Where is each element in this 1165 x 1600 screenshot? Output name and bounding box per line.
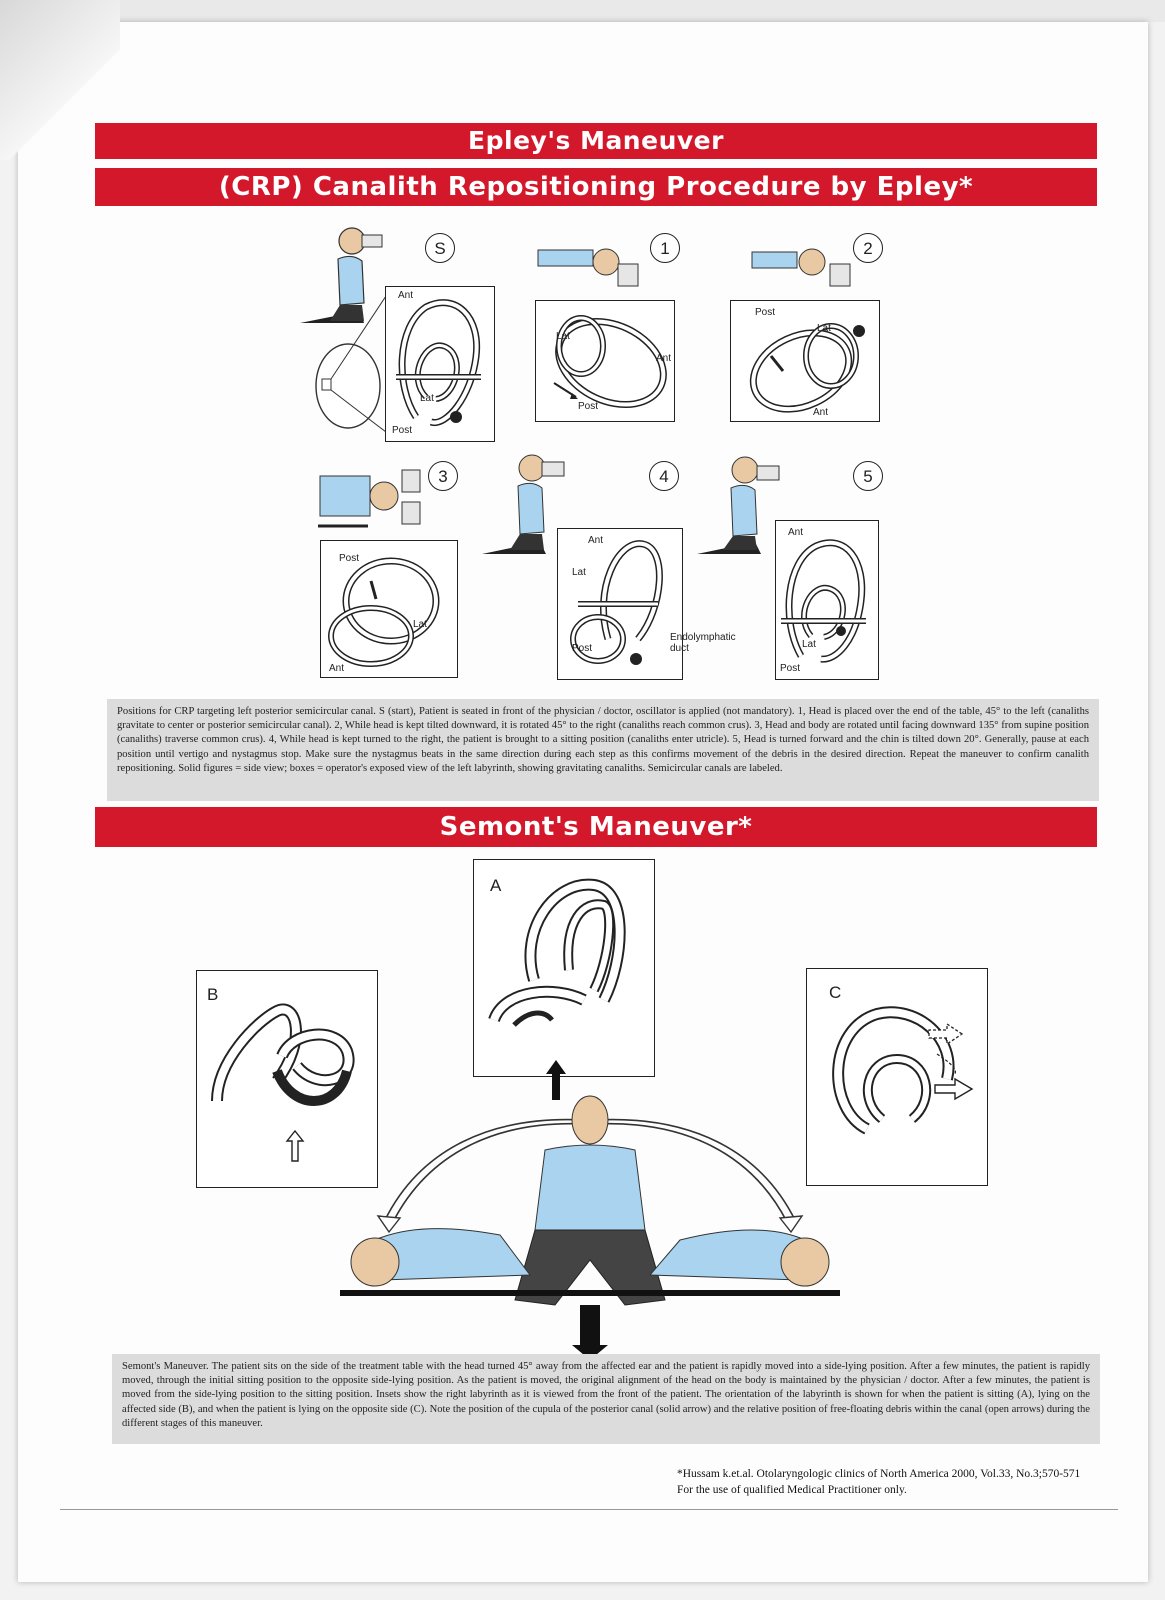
citation-text: *Hussam k.et.al. Otolaryngologic clinics of North America 2000, Vol.33, No.3;570-571 <box>677 1468 1081 1480</box>
label-post: Post <box>578 401 599 412</box>
labyrinth-inset-5 <box>775 520 879 680</box>
semont-title-banner: Semont's Maneuver* <box>95 807 1097 847</box>
label-post: Post <box>339 553 360 564</box>
usage-note: For the use of qualified Medical Practitioner only. <box>677 1484 907 1496</box>
epley-caption: Positions for CRP targeting left posterior semicircular canal. S (start), Patient is seated in front of the physician / doctor, oscillator is applied (not mandatory). 1, Head is placed over the end of the table, 45° to the left (canaliths gravitate to center or posterior semicircular canal). 2, While head is kept tilted downward, it is rotated 45° to the right (canaliths reach common crus). 3, Head and body are rotated until facing downward 135° from supine position (canaliths) traverse common crus). 4, While head is kept turned to the right, the patient is brought to a sitting position (canaliths enter utricle). 5, Head is turned forward and the chin is tilted down 20°. Generally, pause at each position until vertigo and nystagmus stop. Make sure the nystagmus beats in the same direction during each step as this confirms movement of the debris in the desired direction. Repeat the maneuver to confirm canalith repositioning. Solid figures = side view; boxes = operator's exposed view of the left labyrinth, showing gravitating canaliths. Semicircular canals are labeled. <box>107 699 1099 801</box>
head-outline-diagram <box>308 336 388 436</box>
labyrinth-inset-1 <box>535 300 675 422</box>
label-lat: Lat <box>413 619 427 630</box>
labyrinth-inset-4 <box>557 528 683 680</box>
step-number: 3 <box>428 461 458 491</box>
step-number: 4 <box>649 461 679 491</box>
step-3-patient-figure <box>318 462 428 532</box>
inset-letter-a: A <box>490 876 502 895</box>
reference-block <box>677 1466 1080 1498</box>
semont-caption: Semont's Maneuver. The patient sits on the side of the treatment table with the head turned 45° away from the affected ear and the patient is rapidly moved into a side-lying position. After a few minutes, the patient is rapidly moved, through the initial sitting position to the opposite side-lying position. As the patient is moved, the original alignment of the head on the body is maintained by the physician / doctor. After a few minutes, the patient is moved from the side-lying position to the sitting position. Insets show the right labyrinth as it is viewed from the front of the patient. The orientation of the labyrinth is shown for when the patient is sitting (A), lying on the affected side (B), and when the patient is lying on the opposite side (C). Note the position of the cupula of the posterior canal (solid arrow) and the relative position of free-floating debris within the canal (open arrows) during the different stages of this maneuver. <box>112 1354 1100 1444</box>
label-post: Post <box>755 307 776 318</box>
step-2-patient-figure <box>750 238 860 298</box>
label-ant: Ant <box>656 353 672 364</box>
step-1-patient-figure <box>536 236 646 296</box>
page-edge <box>0 0 1165 22</box>
label-lat: Lat <box>572 567 586 578</box>
label-lat: Lat <box>817 323 831 334</box>
label-lat: Lat <box>420 393 434 404</box>
labyrinth-inset-3 <box>320 540 458 678</box>
epley-title-banner: Epley's Maneuver <box>95 123 1097 159</box>
label-post: Post <box>572 643 593 654</box>
semont-inset-a <box>473 859 655 1077</box>
label-lat: Lat <box>802 639 816 650</box>
label-ant: Ant <box>788 527 804 538</box>
step-s-patient-figure <box>300 225 390 330</box>
step-number: 2 <box>853 233 883 263</box>
label-post: Post <box>392 425 413 436</box>
label-ant: Ant <box>398 290 414 301</box>
label-post: Post <box>780 663 801 674</box>
step-number: S <box>425 233 455 263</box>
step-number: 5 <box>853 461 883 491</box>
epley-subtitle-banner: (CRP) Canalith Repositioning Procedure by Epley* <box>95 168 1097 206</box>
label-ant: Ant <box>329 663 345 674</box>
label-ant: Ant <box>813 407 829 418</box>
semont-patient-figure <box>340 1090 840 1350</box>
inset-letter-c: C <box>829 983 842 1002</box>
label-lat: Lat <box>556 331 570 342</box>
labyrinth-inset-s <box>385 286 495 442</box>
labyrinth-inset-2 <box>730 300 880 422</box>
inset-letter-b: B <box>207 985 219 1004</box>
step-number: 1 <box>650 233 680 263</box>
label-ant: Ant <box>588 535 604 546</box>
label-endolymphatic-duct: Endolymphatic duct <box>670 632 736 654</box>
footer-rule <box>60 1509 1118 1510</box>
